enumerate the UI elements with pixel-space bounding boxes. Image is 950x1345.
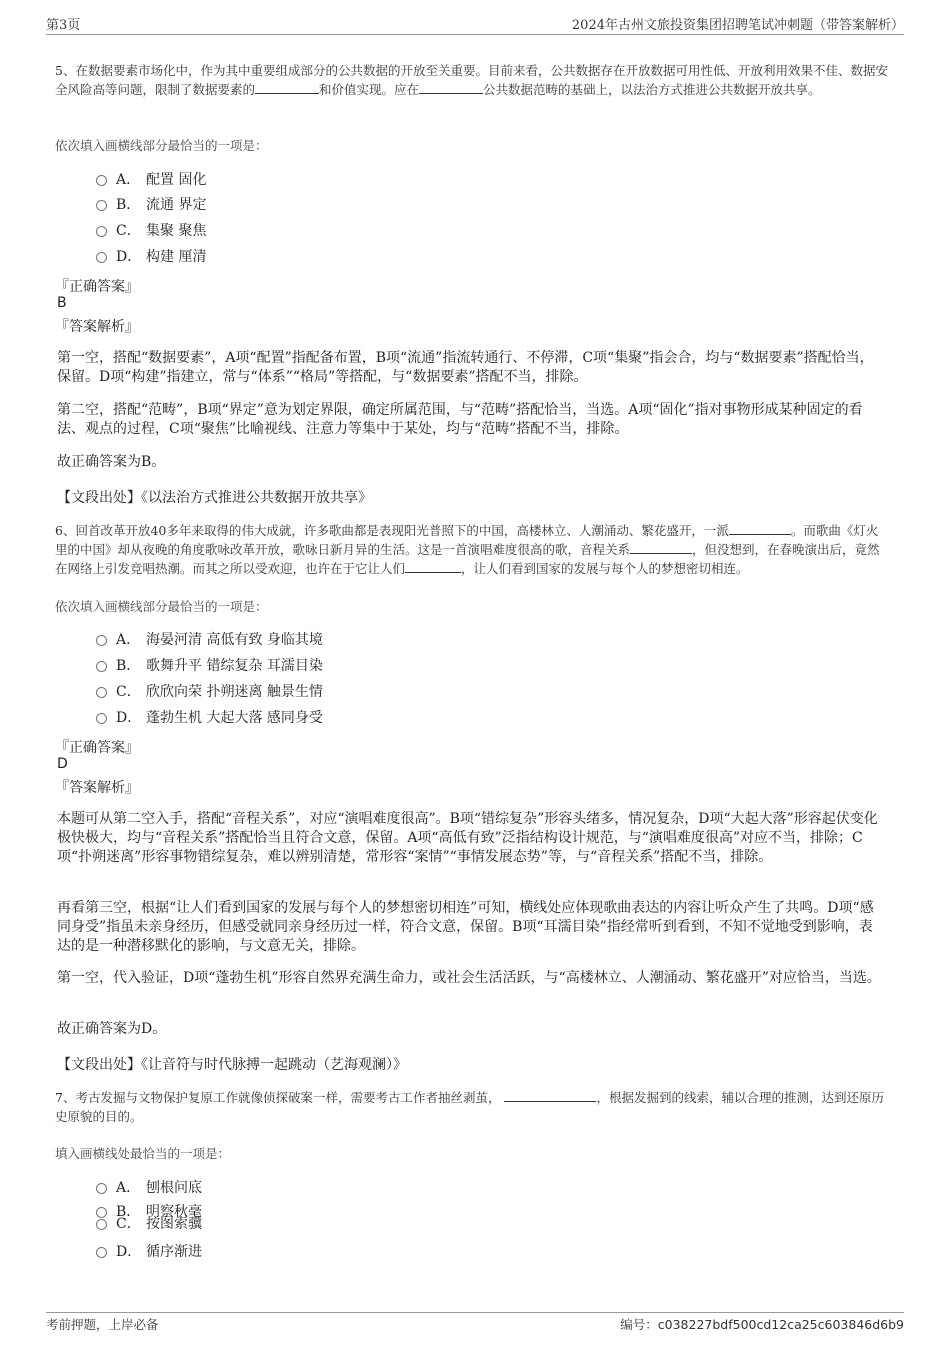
analysis-paragraph: 第一空，代入验证，D项“蓬勃生机”形容自然界充满生命力，或社会生活活跃，与“高楼林立、人潮涌动、繁花盛开”对应恰当，当选。 [57,970,881,986]
page-header [46,14,904,35]
correct-answer-label: 『正确答案』 [55,279,139,295]
question-5-stem: 5、在数据要素市场化中，作为其中重要组成部分的公共数据的开放至关重要。目前来看，公共数据存在开放数据可用性低、开放利用效果不佳、数据安全风险高等问题，限制了数据要素的 和价值实现。应在 公共数据范畴的基础上，以法治方式推进公共数据开放共享。 [55,63,888,97]
question-6-stem: 6、回首改革开放40多年来取得的伟大成就，许多歌曲都是表现阳光普照下的中国，高楼林立、人潮涌动、繁花盛开，一派 。而歌曲《灯火里的中国》却从夜晚的角度歌咏改革开放，歌咏日新月异的生活。这是一首演唱难度很高的歌，音程关系 ，但没想到，在春晚演出后，竟然在网络上引发竞唱热潮。而其之所以受欢迎，也许在于它让人们 ，让人们看到国家的发展与每个人的梦想密切相连。 [55,523,880,576]
page-footer [46,1312,904,1337]
analysis-paragraph: 本题可从第二空入手，搭配“音程关系”，对应“演唱难度很高”。B项“错综复杂”形容头绪多，情况复杂，D项“大起大落”形容起伏变化极快极大，均与“音程关系”搭配恰当且符合文意，保留。A项“高低有致”泛指结构设计规范，与“演唱难度很高”对应不当，排除；C项“扑朔迷离”形容事物错综复杂，难以辨别清楚，常形容“案情”“事情发展态势”等，与“音程关系”搭配不当，排除。 [57,811,878,865]
correct-answer-label: 『正确答案』 [55,740,139,756]
fill-blank [255,82,319,94]
radio-button[interactable] [96,687,107,698]
source-citation: 【文段出处】《让音符与时代脉搏一起跳动（艺海观澜）》 [57,1057,407,1073]
analysis-conclusion: 故正确答案为B。 [57,454,166,470]
document-title: 2024年古州文旅投资集团招聘笔试冲刺题（带答案解析） [571,18,904,33]
fill-blank [504,1090,596,1102]
analysis-paragraph: 第一空，搭配“数据要素”，A项“配置”指配备布置，B项“流通”指流转通行、不停滞，C项“集聚”指会合，均与“数据要素”搭配恰当，保留。D项“构建”指建立，常与“体系”“格局”等搭配，与“数据要素”搭配不当，排除。 [57,350,874,385]
fill-blank [729,523,791,535]
radio-button[interactable] [96,200,107,211]
fill-blank [419,82,483,94]
fill-blank [405,561,461,573]
footer-slogan: 考前押题，上岸必备 [46,1317,159,1332]
question-5-instruction: 依次填入画横线部分最恰当的一项是： [55,138,268,153]
radio-button[interactable] [96,635,107,646]
analysis-label: 『答案解析』 [55,319,139,335]
question-7-stem: 7、考古发掘与文物保护复原工作就像侦探破案一样，需要考古工作者抽丝剥茧， ，根据发掘到的线索，辅以合理的推测，达到还原历史原貌的目的。 [55,1090,884,1124]
radio-button[interactable] [96,175,107,186]
radio-button[interactable] [96,252,107,263]
correct-answer-value: B [57,295,67,311]
radio-button[interactable] [96,1247,107,1258]
analysis-label: 『答案解析』 [55,780,139,796]
radio-button[interactable] [96,226,107,237]
analysis-paragraph: 再看第三空，根据“让人们看到国家的发展与每个人的梦想密切相连”可知，横线处应体现歌曲表达的内容让听众产生了共鸣。D项“感同身受”指虽未亲身经历，但感受就同亲身经历过一样，符合文意，保留。B项“耳濡目染”指经常听到看到，不知不觉地受到影响，表达的是一种潜移默化的影响，与文意无关，排除。 [57,900,874,954]
radio-button[interactable] [96,1219,107,1230]
document-code: 编号：c038227bdf500cd12ca25c603846d6b9 [620,1317,904,1332]
radio-button[interactable] [96,661,107,672]
analysis-paragraph: 第二空，搭配“范畴”，B项“界定”意为划定界限，确定所属范围，与“范畴”搭配恰当，当选。A项“固化”指对事物形成某种固定的看法、观点的过程，C项“聚焦”比喻视线、注意力等集中于某处，均与“范畴”搭配不当，排除。 [57,402,863,437]
page-number: 第3页 [46,18,81,33]
fill-blank [630,542,692,554]
correct-answer-value: D [57,756,68,772]
radio-button[interactable] [96,713,107,724]
analysis-conclusion: 故正确答案为D。 [57,1021,167,1037]
question-7-instruction: 填入画横线处最恰当的一项是： [55,1146,231,1161]
radio-button[interactable] [96,1183,107,1194]
question-6-instruction: 依次填入画横线部分最恰当的一项是： [55,599,268,614]
source-citation: 【文段出处】《以法治方式推进公共数据开放共享》 [57,490,372,506]
radio-button[interactable] [96,1207,107,1218]
